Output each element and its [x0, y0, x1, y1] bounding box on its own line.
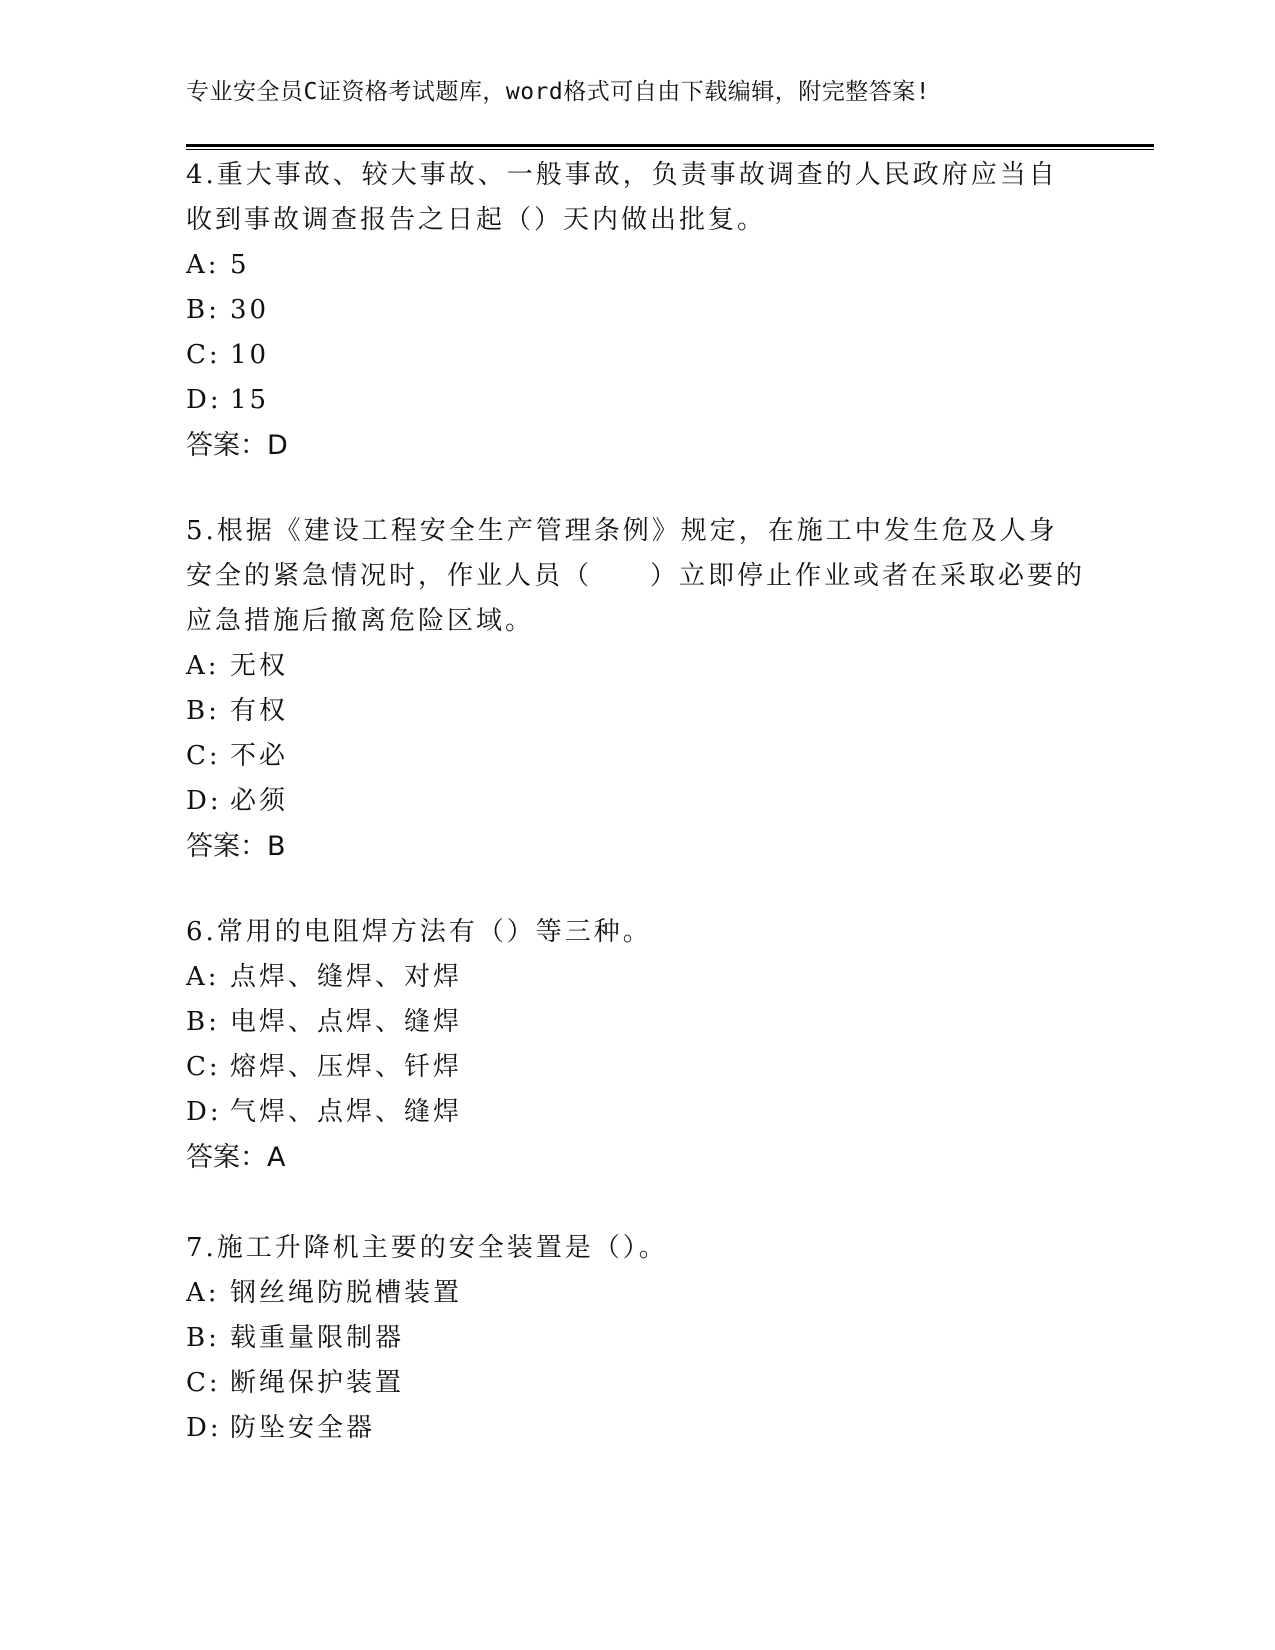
option-d	[186, 378, 1086, 423]
option-letter: D:	[186, 1097, 222, 1127]
option-d	[186, 779, 1086, 824]
question-stem-line: 收到事故调查报告之日起（）天内做出批复。	[186, 205, 767, 235]
option-letter: A:	[186, 1278, 220, 1308]
option-b	[186, 689, 1086, 734]
question-6	[186, 910, 1086, 1180]
answer: 答案：B	[186, 831, 286, 862]
option-text: 防坠安全器	[230, 1413, 376, 1443]
header-rule-thick	[186, 144, 1154, 147]
option-letter: C:	[186, 1368, 221, 1398]
option-b	[186, 1316, 1086, 1361]
question-stem-line: 6.常用的电阻焊方法有（）等三种。	[186, 917, 652, 947]
option-a	[186, 644, 1086, 689]
option-text: 30	[230, 295, 270, 325]
option-b	[186, 1000, 1086, 1045]
option-d	[186, 1406, 1086, 1451]
question-stem-line: 4.重大事故、较大事故、一般事故，负责事故调查的人民政府应当自	[186, 160, 1058, 190]
option-text: 载重量限制器	[230, 1323, 405, 1353]
option-a	[186, 1271, 1086, 1316]
option-d	[186, 1090, 1086, 1135]
option-letter: C:	[186, 1052, 221, 1082]
option-text: 断绳保护装置	[230, 1368, 405, 1398]
header-rule-thin	[186, 149, 1154, 150]
page-header: 专业安全员C证资格考试题库，word格式可自由下载编辑，附完整答案!	[186, 79, 931, 105]
option-letter: B:	[186, 1323, 220, 1353]
option-text: 有权	[230, 696, 289, 726]
answer: 答案：D	[186, 430, 288, 461]
option-letter: A:	[186, 962, 220, 992]
option-c	[186, 1045, 1086, 1090]
option-letter: B:	[186, 1007, 220, 1037]
option-letter: D:	[186, 786, 222, 816]
option-text: 熔焊、压焊、钎焊	[230, 1052, 463, 1082]
option-text: 10	[230, 340, 270, 370]
option-text: 点焊、缝焊、对焊	[230, 962, 463, 992]
option-text: 必须	[230, 786, 289, 816]
option-text: 气焊、点焊、缝焊	[230, 1097, 463, 1127]
option-letter: B:	[186, 696, 220, 726]
question-stem-line: 5.根据《建设工程安全生产管理条例》规定，在施工中发生危及人身	[186, 516, 1058, 546]
option-text: 钢丝绳防脱槽装置	[230, 1278, 463, 1308]
option-letter: D:	[186, 1413, 222, 1443]
option-text: 电焊、点焊、缝焊	[230, 1007, 463, 1037]
option-text: 5	[230, 250, 250, 280]
option-letter: A:	[186, 651, 220, 681]
answer: 答案：A	[186, 1142, 286, 1173]
option-a	[186, 955, 1086, 1000]
question-4	[186, 153, 1086, 468]
option-b	[186, 288, 1086, 333]
option-letter: C:	[186, 340, 221, 370]
question-7	[186, 1226, 1086, 1451]
option-text: 无权	[230, 651, 289, 681]
question-stem-line: 应急措施后撤离危险区域。	[186, 606, 535, 636]
option-text: 不必	[230, 741, 289, 771]
option-c	[186, 333, 1086, 378]
option-letter: B:	[186, 295, 220, 325]
option-text: 15	[230, 385, 270, 415]
option-letter: C:	[186, 741, 221, 771]
question-5	[186, 509, 1086, 869]
question-stem-line: 7.施工升降机主要的安全装置是（）。	[186, 1233, 668, 1263]
option-letter: D:	[186, 385, 222, 415]
option-a	[186, 243, 1086, 288]
header-divider	[186, 144, 1154, 150]
option-c	[186, 1361, 1086, 1406]
question-stem-line: 安全的紧急情况时，作业人员（ ）立即停止作业或者在采取必要的	[186, 561, 1086, 591]
option-letter: A:	[186, 250, 220, 280]
option-c	[186, 734, 1086, 779]
